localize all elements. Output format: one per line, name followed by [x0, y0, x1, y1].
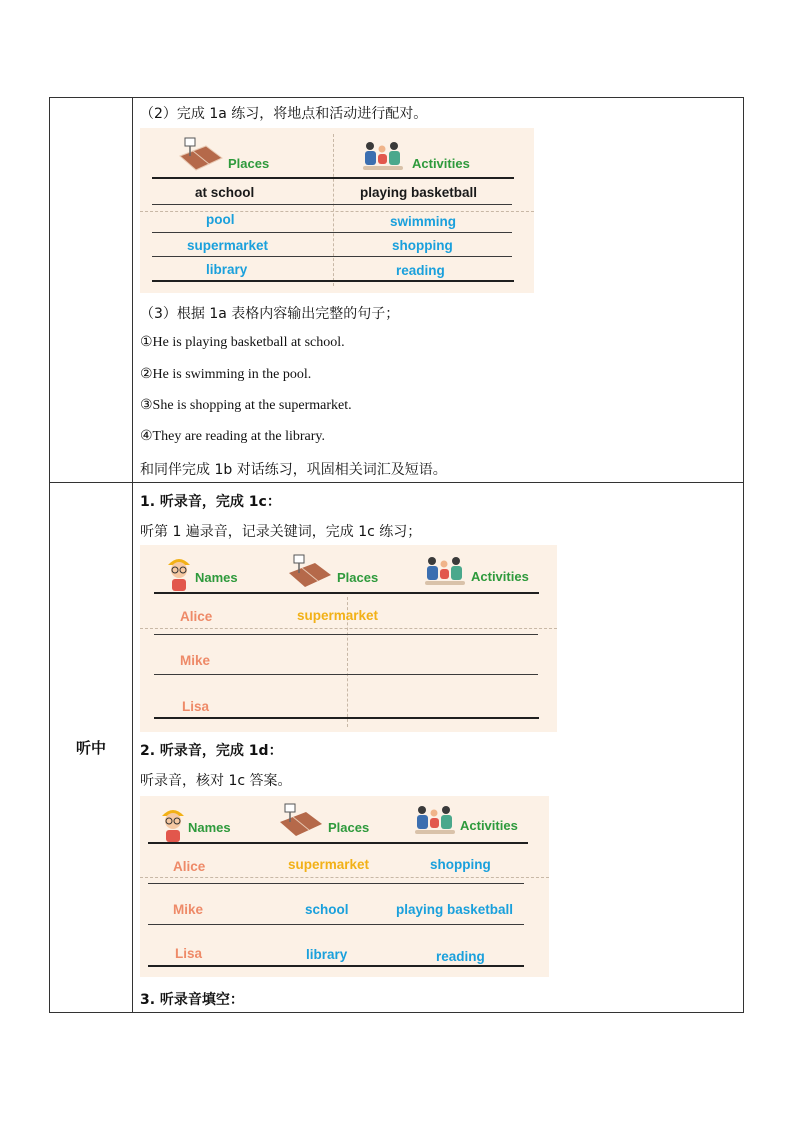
- answer-panel-1d: [140, 796, 549, 977]
- basketball-court-icon: [276, 802, 324, 838]
- header-activities: Activities: [471, 569, 529, 584]
- place-cell: school: [305, 902, 349, 917]
- header-places: Places: [337, 570, 379, 585]
- header-places: Places: [328, 820, 370, 835]
- bottom-rule: [152, 280, 514, 282]
- heading-fill-blank: 3. 听录音填空：: [140, 992, 244, 1008]
- header-activities: Activities: [412, 156, 470, 171]
- name-cell: Lisa: [182, 699, 210, 714]
- column-divider: [132, 98, 133, 1012]
- activity-cell: shopping: [392, 238, 453, 253]
- activity-cell: swimming: [390, 214, 457, 229]
- header-rule: [148, 842, 528, 844]
- row-rule: [148, 924, 524, 925]
- basketball-court-icon: [285, 553, 333, 589]
- place-cell: library: [306, 947, 348, 962]
- name-cell: Alice: [180, 609, 213, 624]
- family-icon: [412, 804, 460, 838]
- row-rule: [152, 232, 512, 233]
- name-cell: Mike: [180, 653, 211, 668]
- heading-1d: 2. 听录音，完成 1d：: [140, 743, 283, 759]
- row-divider: [50, 482, 743, 483]
- header-places: Places: [228, 156, 270, 171]
- activity-cell: reading: [396, 263, 445, 278]
- activity-cell: playing basketball: [360, 185, 478, 200]
- practice-text: 和同伴完成 1b 对话练习，巩固相关词汇及短语。: [140, 462, 447, 478]
- sentence-3: ③She is shopping at the supermarket.: [140, 398, 352, 413]
- row-dash: [140, 211, 534, 212]
- basketball-court-icon: [176, 136, 224, 172]
- sentence-4: ④They are reading at the library.: [140, 429, 326, 444]
- place-cell: supermarket: [297, 608, 379, 623]
- family-icon: [422, 555, 470, 589]
- panel-center-divider: [333, 134, 334, 286]
- family-icon: [360, 140, 408, 174]
- activity-cell: shopping: [430, 857, 491, 872]
- row-dash: [140, 628, 557, 629]
- header-rule: [154, 592, 539, 594]
- name-cell: Mike: [173, 902, 204, 917]
- sentence-1: ①He is playing basketball at school.: [140, 335, 345, 350]
- exercise-panel-1c: [140, 545, 557, 732]
- row-rule: [148, 883, 524, 884]
- instruction-1d: 听录音，核对 1c 答案。: [140, 773, 292, 789]
- place-cell: supermarket: [288, 857, 370, 872]
- step3-text: （3）根据 1a 表格内容输出完整的句子；: [140, 306, 400, 322]
- activity-cell: reading: [436, 949, 485, 964]
- row-rule: [152, 256, 512, 257]
- sentence-2: ②He is swimming in the pool.: [140, 367, 312, 382]
- name-cell: Lisa: [175, 946, 203, 961]
- student-icon: [158, 804, 188, 844]
- row-rule: [154, 674, 538, 675]
- heading-1c: 1. 听录音，完成 1c：: [140, 494, 281, 510]
- student-icon: [164, 553, 194, 593]
- header-names: Names: [188, 820, 231, 835]
- bottom-rule: [154, 717, 539, 719]
- row-label: 听中: [75, 739, 106, 757]
- step2-text: （2）完成 1a 练习，将地点和活动进行配对。: [140, 106, 428, 122]
- place-cell: at school: [195, 185, 255, 200]
- header-rule: [152, 177, 514, 179]
- header-activities: Activities: [460, 818, 518, 833]
- row-rule: [152, 204, 512, 205]
- matching-panel-1a: [140, 128, 534, 293]
- place-cell: supermarket: [187, 238, 269, 253]
- place-cell: pool: [206, 212, 235, 227]
- header-names: Names: [195, 570, 238, 585]
- row-rule: [154, 634, 538, 635]
- place-cell: library: [206, 262, 248, 277]
- activity-cell: playing basketball: [396, 902, 514, 917]
- row-dash: [140, 877, 549, 878]
- name-cell: Alice: [173, 859, 206, 874]
- instruction-1c: 听第 1 遍录音，记录关键词，完成 1c 练习；: [140, 524, 422, 540]
- bottom-rule: [148, 965, 524, 967]
